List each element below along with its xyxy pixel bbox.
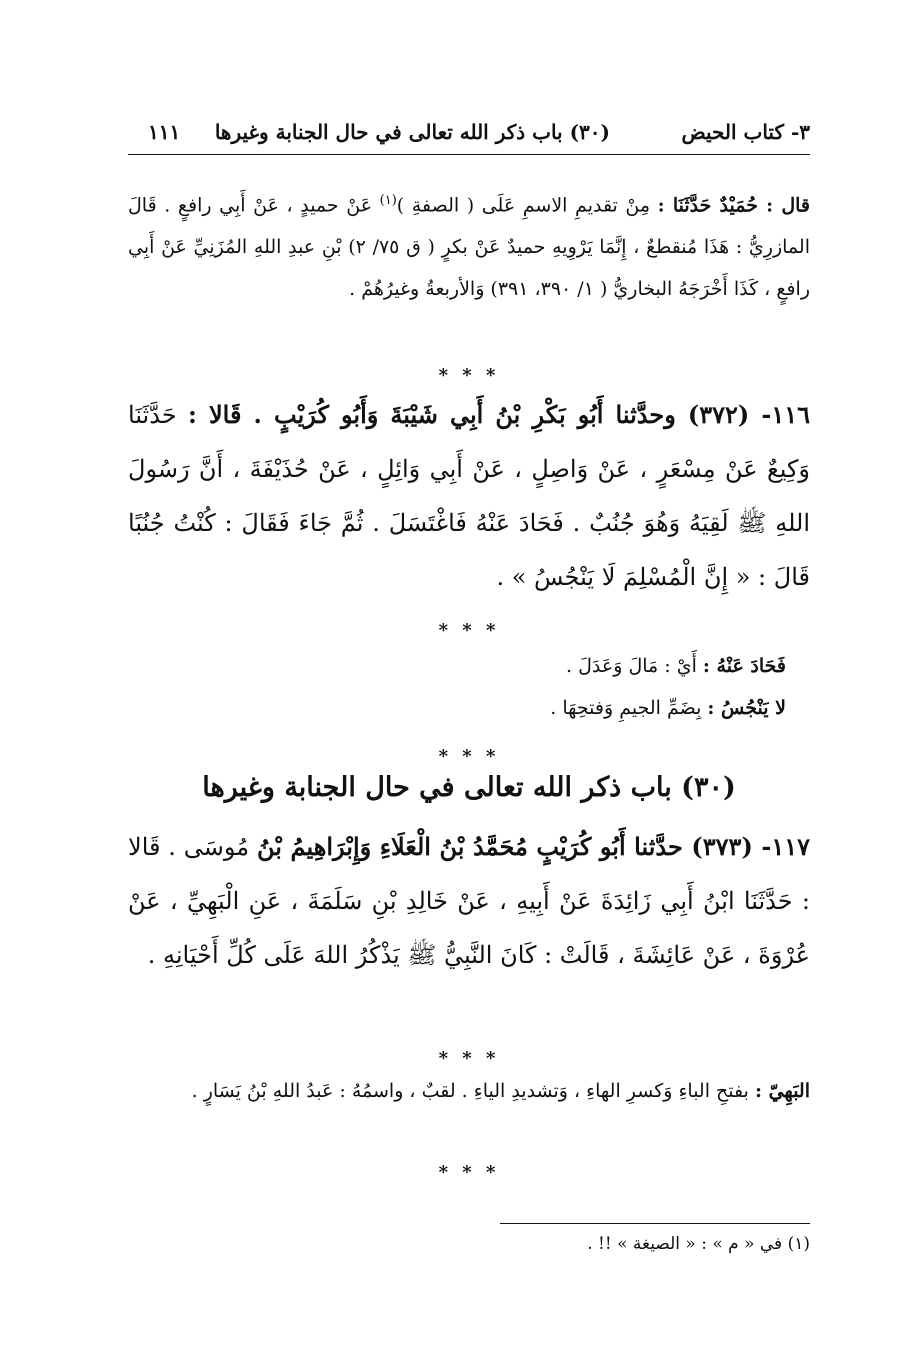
hadith-116-head: ١١٦- (٣٧٢) وحدَّثنا أَبُو بَكْرِ بْنُ أَبِي شَيْبَةَ وَأَبُو كُرَيْبٍ . قَالا : bbox=[188, 400, 810, 429]
gloss-label: فَحَادَ عَنْهُ : bbox=[702, 655, 786, 677]
separator-stars: * * * bbox=[438, 620, 500, 641]
separator-stars: * * * bbox=[438, 1048, 500, 1069]
hadith-117-body: مُوسَى . قَالا : حَدَّثَنَا ابْنُ أَبِي زَائِدَةَ عَنْ أَبِيهِ ، عَنْ خَالِدِ بْنِ سَلَمَةَ ، عَنِ الْبَهِيِّ ، عَنْ عُرْوَةَ ، عَنْ عَائِشَةَ ، قَالَتْ : كَانَ النَّبِيُّ ﷺ يَذْكُرُ اللهَ عَلَى كُلِّ أَحْيَانِهِ . bbox=[128, 833, 810, 969]
gloss-117 bbox=[128, 1070, 810, 1112]
gloss-text: بفتحِ الباءِ وَكسرِ الهاءِ ، وَتشديدِ الياءِ . لقبٌ ، واسمُهُ : عَبدُ اللهِ بْنُ يَسَارٍ . bbox=[191, 1080, 755, 1102]
separator-stars: * * * bbox=[438, 1162, 500, 1183]
gloss-line bbox=[128, 645, 786, 687]
separator-stars: * * * bbox=[438, 365, 500, 386]
note-body: عَنْ حميدٍ ، عَنْ أَبِي رافعٍ . قَالَ المازرِيُّ : هَذَا مُنقطعٌ ، إِنَّمَا يَرْوِيهِ حميدٌ عَنْ بكرٍ ( ق ٧٥/ ٢) بْنِ عبدِ اللهِ المُزَنِيِّ عَنْ أَبِي رافعٍ ، كَذَا أَخْرَجَهُ البخاريُّ ( ١/ ٣٩٠، ٣٩١) وَالأربعةُ وغيرُهُمْ . bbox=[128, 194, 810, 301]
chapter-title: ٣- كتاب الحيض bbox=[681, 120, 810, 144]
running-header bbox=[128, 110, 810, 156]
hadith-116 bbox=[128, 388, 810, 604]
gloss-label: البَهِيّ : bbox=[754, 1080, 810, 1102]
gloss-label: لا يَنْجُسُ : bbox=[707, 697, 786, 719]
gloss-text: بِضَمِّ الجيمِ وَفتحِهَا . bbox=[550, 697, 708, 719]
gloss-text: أَيْ : مَالَ وَعَدَلَ . bbox=[566, 655, 703, 677]
hadith-117-head: ١١٧- (٣٧٣) حدَّثنا أَبُو كُرَيْبٍ مُحَمَّدُ بْنُ الْعَلَاءِ وَإِبْرَاهِيمُ بْنُ bbox=[256, 832, 810, 861]
separator-stars: * * * bbox=[438, 746, 500, 767]
footnote: (١) في « م » : « الصيغة » !! . bbox=[587, 1234, 810, 1254]
footnote-ref: (١) bbox=[379, 193, 397, 208]
gloss-116 bbox=[128, 645, 786, 729]
commentary-note bbox=[128, 180, 810, 310]
header-rule bbox=[128, 154, 810, 155]
note-text: مِنْ تقديمِ الاسمِ عَلَى ( الصفةِ ) bbox=[396, 194, 658, 217]
hadith-116-body: حَدَّثَنَا وَكِيعٌ عَنْ مِسْعَرٍ ، عَنْ وَاصِلٍ ، عَنْ أَبِي وَائِلٍ ، عَنْ حُذَيْفَةَ ، أَنَّ رَسُولَ اللهِ ﷺ لَقِيَهُ وَهُوَ جُنُبٌ . فَحَادَ عَنْهُ فَاغْتَسَلَ . ثُمَّ جَاءَ فَقَالَ : كُنْتُ جُنُبًا قَالَ : « إِنَّ الْمُسْلِمَ لَا يَنْجُسُ » . bbox=[128, 401, 810, 591]
chapter-heading: (٣٠) باب ذكر الله تعالى في حال الجنابة وغيرها bbox=[202, 772, 736, 803]
hadith-117 bbox=[128, 820, 810, 982]
page-number: ١١١ bbox=[148, 120, 181, 144]
footnote-rule bbox=[500, 1223, 810, 1224]
note-label: قال : حُمَيْدٌ حَدَّثَنَا : bbox=[657, 194, 810, 217]
gloss-line bbox=[128, 687, 786, 729]
section-title: (٣٠) باب ذكر الله تعالى في حال الجنابة وغيرها bbox=[214, 120, 610, 144]
